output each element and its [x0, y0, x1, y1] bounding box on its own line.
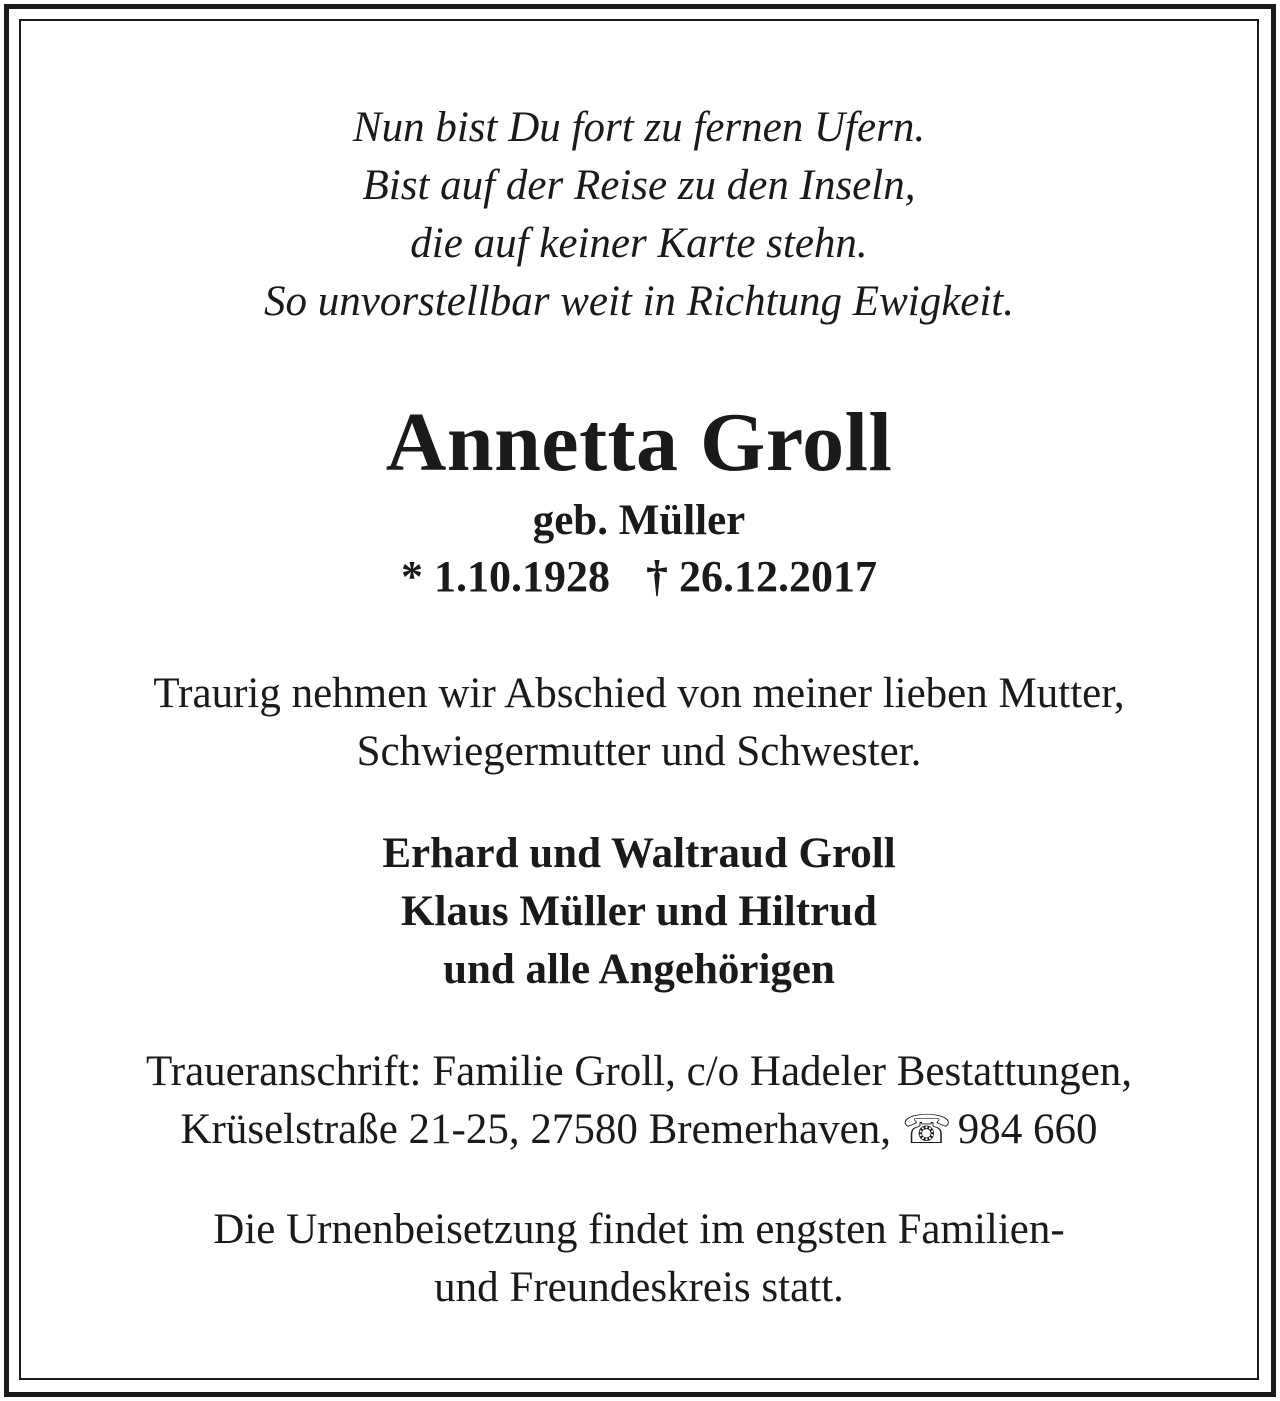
death-date: † 26.12.2017 [646, 552, 877, 601]
mourner-line: Klaus Müller und Hiltrud [401, 888, 877, 935]
life-dates [21, 549, 1257, 605]
address-line [21, 1101, 1257, 1159]
street-city: Krüselstraße 21-25, 27580 Bremerhaven, [180, 1106, 891, 1153]
poem-line: die auf keiner Karte stehn. [410, 220, 868, 267]
burial-notice [21, 1201, 1257, 1317]
burial-line: Die Urnenbeisetzung findet im engsten Familien- [213, 1206, 1065, 1253]
mourners-list [21, 825, 1257, 999]
farewell-line: Traurig nehmen wir Abschied von meiner lieben Mutter, [153, 670, 1125, 717]
mourner-line: Erhard und Waltraud Groll [382, 830, 896, 877]
telephone-icon: ☏ [901, 1107, 952, 1153]
poem-line: Bist auf der Reise zu den Inseln, [362, 162, 916, 209]
birth-name: geb. Müller [532, 497, 746, 544]
mourning-address [21, 1043, 1257, 1159]
deceased-name: Annetta Groll [385, 396, 893, 489]
phone-number: 984 660 [957, 1106, 1098, 1153]
farewell-text [21, 665, 1257, 781]
poem-line: Nun bist Du fort zu fernen Ufern. [352, 104, 926, 151]
burial-line: und Freundeskreis statt. [434, 1264, 844, 1311]
address-line: Traueranschrift: Familie Groll, c/o Hadeler Bestattungen, [146, 1048, 1132, 1095]
poem-verse [21, 99, 1257, 331]
mourner-line: und alle Angehörigen [443, 946, 835, 993]
farewell-line: Schwiegermutter und Schwester. [356, 728, 922, 775]
poem-line: So unvorstellbar weit in Richtung Ewigkeit. [263, 278, 1015, 325]
birth-date: * 1.10.1928 [401, 552, 610, 601]
